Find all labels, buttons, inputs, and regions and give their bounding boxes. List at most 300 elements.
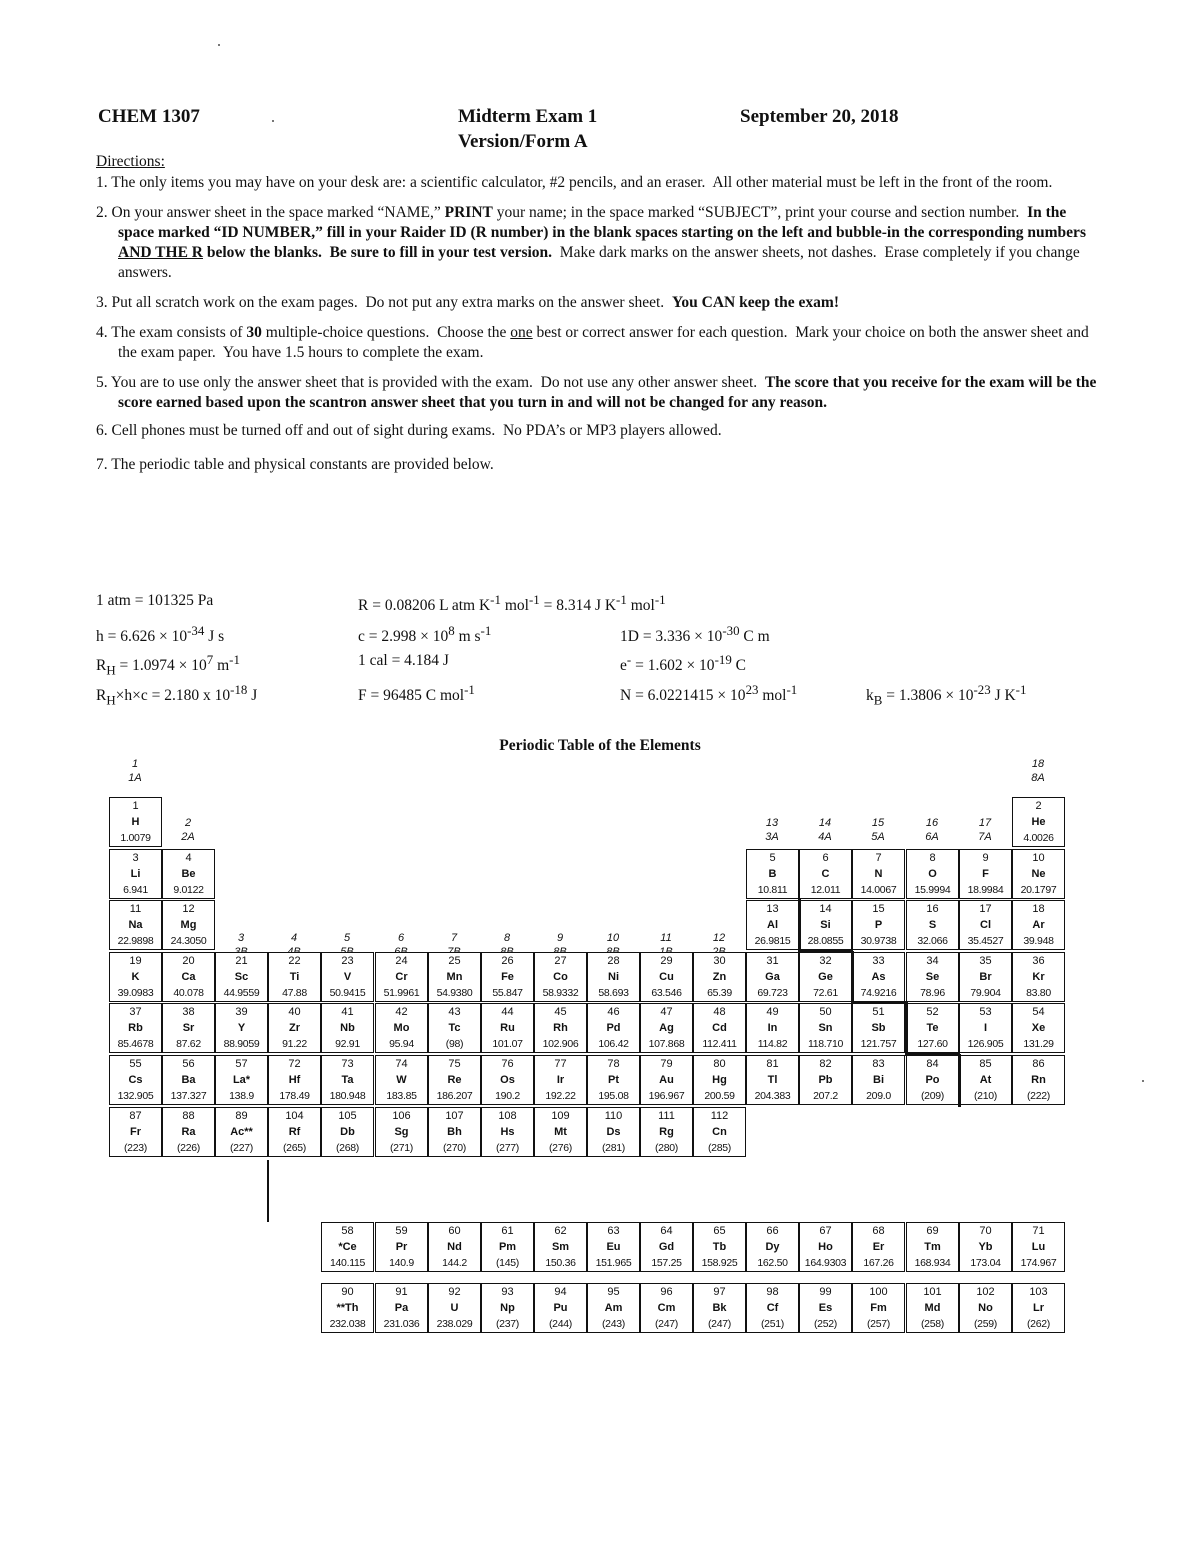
element-cell xyxy=(959,849,1012,899)
atomic-number: 82 xyxy=(819,1058,832,1070)
atomic-mass: 83.80 xyxy=(1026,987,1051,999)
atomic-number: 81 xyxy=(766,1058,779,1070)
element-symbol: Pa xyxy=(394,1302,409,1314)
atomic-number: 1 xyxy=(132,800,139,812)
atomic-number: 5 xyxy=(769,852,776,864)
metalloid-divider xyxy=(798,899,801,952)
atomic-mass: 15.9994 xyxy=(914,884,951,896)
element-symbol: Bh xyxy=(447,1126,462,1138)
element-symbol: Co xyxy=(553,971,568,983)
element-cell xyxy=(693,1055,746,1105)
element-symbol: Sr xyxy=(182,1022,195,1034)
element-cell xyxy=(906,849,959,899)
direction-item: 4. The exam consists of 30 multiple-choice questions. Choose the one best or correct answer for each question. Mark your choice on both the answer sheet and the exam paper. You have 1.5 hours to complete the exam. xyxy=(96,324,1089,361)
element-symbol: Pr xyxy=(395,1241,408,1253)
element-cell xyxy=(109,797,162,847)
atomic-mass: (244) xyxy=(548,1318,572,1330)
atomic-number: 103 xyxy=(1029,1286,1048,1298)
atomic-mass: (258) xyxy=(920,1318,944,1330)
group-label: 14 4A xyxy=(818,817,832,843)
course-title: CHEM 1307 xyxy=(98,106,200,127)
atomic-mass: (257) xyxy=(866,1318,890,1330)
group-label: 7 xyxy=(450,932,458,944)
atomic-mass: (226) xyxy=(176,1142,200,1154)
atomic-number: 32 xyxy=(819,955,832,967)
direction-item: 7. The periodic table and physical constants are provided below. xyxy=(96,456,494,473)
element-symbol: I xyxy=(983,1022,988,1034)
element-cell xyxy=(375,1107,428,1157)
atomic-number: 16 xyxy=(926,903,939,915)
element-symbol: Be xyxy=(181,868,196,880)
element-cell xyxy=(1012,900,1065,950)
element-cell xyxy=(587,1107,640,1157)
element-cell xyxy=(321,1107,374,1157)
atomic-number: 53 xyxy=(979,1006,992,1018)
atomic-mass: 39.0983 xyxy=(117,987,154,999)
element-symbol: Yb xyxy=(978,1241,993,1253)
element-symbol: Lu xyxy=(1031,1241,1046,1253)
atomic-number: 37 xyxy=(129,1006,142,1018)
element-cell xyxy=(640,1003,693,1053)
element-symbol: He xyxy=(1031,816,1046,828)
element-cell xyxy=(162,1107,215,1157)
atomic-number: 22 xyxy=(288,955,301,967)
element-cell xyxy=(799,1283,852,1333)
atomic-number: 9 xyxy=(982,852,989,864)
atomic-mass: (243) xyxy=(601,1318,625,1330)
element-cell xyxy=(799,849,852,899)
element-cell xyxy=(375,1283,428,1333)
element-symbol: Mg xyxy=(180,919,197,931)
element-cell xyxy=(1012,849,1065,899)
physical-constant: 1 cal = 4.184 J xyxy=(358,652,449,669)
group-label: 9 xyxy=(556,932,564,944)
atomic-number: 102 xyxy=(976,1286,995,1298)
element-cell xyxy=(481,952,534,1002)
element-symbol: Rb xyxy=(128,1022,143,1034)
atomic-mass: 131.29 xyxy=(1023,1038,1054,1050)
element-symbol: Mt xyxy=(554,1126,567,1138)
atomic-mass: 144.2 xyxy=(442,1257,467,1269)
atomic-mass: 174.967 xyxy=(1020,1257,1057,1269)
element-cell xyxy=(587,952,640,1002)
atomic-number: 7 xyxy=(875,852,882,864)
element-symbol: N xyxy=(874,868,883,880)
atomic-mass: 6.941 xyxy=(123,884,148,896)
atomic-number: 42 xyxy=(395,1006,408,1018)
atomic-mass: 132.905 xyxy=(117,1090,154,1102)
atomic-number: 10 xyxy=(1032,852,1045,864)
atomic-number: 55 xyxy=(129,1058,142,1070)
atomic-mass: (227) xyxy=(229,1142,253,1154)
element-cell xyxy=(959,1283,1012,1333)
element-symbol: Cr xyxy=(395,971,408,983)
physical-constant: $R_H\times h\times c = 2.180$ x $10^{-18}$ J xyxy=(96,682,258,708)
element-symbol: Cf xyxy=(766,1302,779,1314)
element-symbol: Ag xyxy=(659,1022,674,1034)
atomic-number: 87 xyxy=(129,1110,142,1122)
atomic-number: 3 xyxy=(132,852,139,864)
element-symbol: H xyxy=(131,816,140,828)
element-cell xyxy=(481,1055,534,1105)
atomic-number: 41 xyxy=(341,1006,354,1018)
atomic-number: 39 xyxy=(235,1006,248,1018)
element-symbol: Bk xyxy=(712,1302,727,1314)
atomic-mass: 32.066 xyxy=(917,935,948,947)
element-symbol: Bi xyxy=(873,1074,884,1086)
atomic-number: 112 xyxy=(710,1110,729,1122)
atomic-number: 83 xyxy=(872,1058,885,1070)
atomic-number: 33 xyxy=(872,955,885,967)
atomic-mass: (280) xyxy=(654,1142,678,1154)
atomic-mass: 54.9380 xyxy=(436,987,473,999)
atomic-mass: 106.42 xyxy=(598,1038,629,1050)
atomic-mass: (277) xyxy=(495,1142,519,1154)
atomic-number: 107 xyxy=(445,1110,464,1122)
element-cell xyxy=(428,1222,481,1272)
group-label: 18 8A xyxy=(1031,758,1045,784)
element-symbol: La* xyxy=(232,1074,251,1086)
atomic-mass: 47.88 xyxy=(282,987,307,999)
element-cell xyxy=(959,1222,1012,1272)
atomic-number: 93 xyxy=(501,1286,514,1298)
element-symbol: Ni xyxy=(608,971,619,983)
atomic-number: 23 xyxy=(341,955,354,967)
group-label: 3 xyxy=(237,932,245,944)
atomic-mass: (259) xyxy=(973,1318,997,1330)
atomic-mass: 9.0122 xyxy=(173,884,204,896)
atomic-number: 29 xyxy=(660,955,673,967)
element-cell xyxy=(375,1055,428,1105)
element-cell xyxy=(746,849,799,899)
element-symbol: Ti xyxy=(289,971,300,983)
atomic-number: 99 xyxy=(819,1286,832,1298)
atomic-mass: 20.1797 xyxy=(1020,884,1057,896)
element-symbol: Tc xyxy=(448,1022,461,1034)
atomic-mass: (285) xyxy=(707,1142,731,1154)
atomic-mass: 138.9 xyxy=(229,1090,254,1102)
atomic-number: 92 xyxy=(448,1286,461,1298)
element-cell xyxy=(268,1107,321,1157)
element-cell xyxy=(481,1283,534,1333)
atomic-number: 63 xyxy=(607,1225,620,1237)
element-cell xyxy=(906,1055,959,1105)
element-cell xyxy=(1012,952,1065,1002)
atomic-number: 34 xyxy=(926,955,939,967)
element-cell xyxy=(799,1055,852,1105)
atomic-number: 26 xyxy=(501,955,514,967)
element-symbol: Zn xyxy=(712,971,727,983)
element-cell xyxy=(799,1222,852,1272)
atomic-number: 72 xyxy=(288,1058,301,1070)
atomic-number: 17 xyxy=(979,903,992,915)
exam-version: Version/Form A xyxy=(458,131,588,152)
element-cell xyxy=(587,1055,640,1105)
element-symbol: Ir xyxy=(556,1074,565,1086)
element-symbol: Os xyxy=(500,1074,515,1086)
atomic-number: 91 xyxy=(395,1286,408,1298)
element-symbol: Zr xyxy=(289,1022,300,1034)
atomic-mass: 4.0026 xyxy=(1023,832,1054,844)
atomic-mass: (276) xyxy=(548,1142,572,1154)
element-symbol: Se xyxy=(925,971,940,983)
atomic-mass: 167.26 xyxy=(863,1257,894,1269)
group-label: 10 xyxy=(606,932,620,944)
atomic-mass: 39.948 xyxy=(1023,935,1054,947)
element-cell xyxy=(321,1055,374,1105)
element-symbol: Rn xyxy=(1031,1074,1046,1086)
element-cell xyxy=(746,952,799,1002)
element-symbol: Pm xyxy=(498,1241,517,1253)
atomic-mass: 186.207 xyxy=(436,1090,473,1102)
element-symbol: Am xyxy=(604,1302,623,1314)
group-label: 15 5A xyxy=(871,817,885,843)
element-symbol: No xyxy=(978,1302,993,1314)
atomic-mass: 40.078 xyxy=(173,987,204,999)
atomic-mass: 102.906 xyxy=(542,1038,579,1050)
atomic-mass: (281) xyxy=(601,1142,625,1154)
atomic-number: 74 xyxy=(395,1058,408,1070)
atomic-number: 88 xyxy=(182,1110,195,1122)
element-symbol: Er xyxy=(872,1241,885,1253)
physical-constant: $c = 2.998 \times 10^8$ m $s^{-1}$ xyxy=(358,623,492,646)
atomic-mass: 91.22 xyxy=(282,1038,307,1050)
element-cell xyxy=(321,1222,374,1272)
element-symbol: S xyxy=(928,919,937,931)
element-symbol: Ca xyxy=(181,971,196,983)
element-symbol: Sm xyxy=(551,1241,570,1253)
group-label: 17 7A xyxy=(978,817,992,843)
element-cell xyxy=(481,1222,534,1272)
element-cell xyxy=(1012,1055,1065,1105)
atomic-number: 14 xyxy=(819,903,832,915)
atomic-mass: 180.948 xyxy=(329,1090,366,1102)
element-cell xyxy=(1012,1283,1065,1333)
atomic-number: 108 xyxy=(498,1110,517,1122)
atomic-number: 86 xyxy=(1032,1058,1045,1070)
atomic-number: 110 xyxy=(604,1110,623,1122)
atomic-mass: 58.693 xyxy=(598,987,629,999)
atomic-mass: 30.9738 xyxy=(860,935,897,947)
atomic-mass: 12.011 xyxy=(810,884,841,896)
element-cell xyxy=(215,952,268,1002)
atomic-number: 11 xyxy=(129,903,142,915)
element-cell xyxy=(375,1222,428,1272)
element-cell xyxy=(852,1283,905,1333)
atomic-number: 30 xyxy=(713,955,726,967)
element-cell xyxy=(268,1003,321,1053)
element-symbol: Te xyxy=(926,1022,939,1034)
metalloid-divider xyxy=(267,1160,269,1222)
element-symbol: Cd xyxy=(712,1022,727,1034)
element-symbol: Ge xyxy=(818,971,833,983)
atomic-mass: (265) xyxy=(282,1142,306,1154)
element-symbol: V xyxy=(343,971,352,983)
atomic-mass: 35.4527 xyxy=(967,935,1004,947)
group-label: 11 xyxy=(660,932,672,944)
element-cell xyxy=(587,1222,640,1272)
element-cell xyxy=(640,1055,693,1105)
element-cell xyxy=(852,1003,905,1053)
atomic-number: 96 xyxy=(660,1286,673,1298)
atomic-mass: 140.115 xyxy=(329,1257,366,1269)
atomic-mass: 196.967 xyxy=(648,1090,685,1102)
element-cell xyxy=(109,952,162,1002)
group-label: 6 xyxy=(397,932,405,944)
atomic-mass: 26.9815 xyxy=(754,935,791,947)
periodic-table-title: Periodic Table of the Elements xyxy=(499,737,701,754)
element-symbol: Cu xyxy=(659,971,674,983)
metalloid-divider xyxy=(851,1001,907,1004)
atomic-number: 31 xyxy=(766,955,779,967)
group-label: 8 xyxy=(503,932,511,944)
element-symbol: W xyxy=(396,1074,407,1086)
physical-constant: $k_B = 1.3806 \times 10^{-23}$ J $K^{-1}$ xyxy=(866,682,1027,708)
group-label: 16 6A xyxy=(925,817,939,843)
atomic-mass: 87.62 xyxy=(176,1038,201,1050)
atomic-mass: 10.811 xyxy=(757,884,788,896)
element-symbol: Np xyxy=(500,1302,515,1314)
element-cell xyxy=(959,1055,1012,1105)
element-cell xyxy=(162,1003,215,1053)
atomic-mass: 63.546 xyxy=(651,987,682,999)
element-cell xyxy=(481,1003,534,1053)
physical-constant: R = 0.08206 L atm $K^{-1}$ mol$^{-1}$ = 8.314 J $K^{-1}$ mol$^{-1}$ xyxy=(358,592,666,615)
element-symbol: Al xyxy=(767,919,778,931)
element-cell xyxy=(746,1003,799,1053)
element-symbol: Eu xyxy=(606,1241,621,1253)
element-symbol: Y xyxy=(237,1022,246,1034)
direction-item: 1. The only items you may have on your desk are: a scientific calculator, #2 pencils, and an eraser. All other material must be left in the front of the room. xyxy=(96,174,1053,191)
atomic-number: 6 xyxy=(822,852,829,864)
atomic-mass: 157.25 xyxy=(651,1257,682,1269)
element-cell xyxy=(852,1222,905,1272)
element-cell xyxy=(428,952,481,1002)
atomic-mass: 114.82 xyxy=(757,1038,788,1050)
element-symbol: Si xyxy=(820,919,831,931)
atomic-number: 4 xyxy=(185,852,192,864)
element-symbol: Nd xyxy=(447,1241,462,1253)
atomic-number: 61 xyxy=(501,1225,514,1237)
atomic-number: 73 xyxy=(341,1058,354,1070)
atomic-mass: (252) xyxy=(813,1318,837,1330)
element-symbol: Tl xyxy=(767,1074,778,1086)
element-symbol: Hg xyxy=(712,1074,727,1086)
element-symbol: As xyxy=(871,971,886,983)
physical-constant: $e^- = 1.602 \times 10^{-19}$ C xyxy=(620,652,746,675)
element-symbol: Cm xyxy=(657,1302,676,1314)
element-cell xyxy=(534,1003,587,1053)
atomic-number: 51 xyxy=(872,1006,885,1018)
atomic-mass: (210) xyxy=(973,1090,997,1102)
atomic-mass: 173.04 xyxy=(970,1257,1001,1269)
group-label: 2 2A xyxy=(181,817,195,843)
atomic-mass: 95.94 xyxy=(389,1038,414,1050)
element-cell xyxy=(162,849,215,899)
atomic-mass: 207.2 xyxy=(813,1090,838,1102)
element-cell xyxy=(587,1003,640,1053)
element-cell xyxy=(109,1107,162,1157)
atomic-mass: 88.9059 xyxy=(223,1038,260,1050)
element-cell xyxy=(428,1055,481,1105)
element-cell xyxy=(640,952,693,1002)
physical-constant: $N = 6.0221415 \times 10^{23}$ mol$^{-1}$ xyxy=(620,682,798,705)
atomic-number: 48 xyxy=(713,1006,726,1018)
element-cell xyxy=(215,1055,268,1105)
atomic-mass: 65.39 xyxy=(707,987,732,999)
exam-date: September 20, 2018 xyxy=(740,106,899,127)
element-symbol: Sg xyxy=(394,1126,409,1138)
atomic-number: 111 xyxy=(658,1110,675,1122)
atomic-number: 35 xyxy=(979,955,992,967)
element-symbol: Ne xyxy=(1031,868,1046,880)
element-cell xyxy=(109,1055,162,1105)
element-symbol: Hf xyxy=(288,1074,301,1086)
atomic-mass: (247) xyxy=(654,1318,678,1330)
atomic-mass: 238.029 xyxy=(436,1318,473,1330)
group-label: 13 3A xyxy=(765,817,779,843)
element-cell xyxy=(693,1222,746,1272)
element-symbol: Xe xyxy=(1031,1022,1046,1034)
element-cell xyxy=(162,952,215,1002)
atomic-mass: 183.85 xyxy=(386,1090,417,1102)
element-symbol: Re xyxy=(447,1074,462,1086)
atomic-number: 109 xyxy=(551,1110,570,1122)
element-symbol: Br xyxy=(979,971,992,983)
element-cell xyxy=(321,1283,374,1333)
atomic-mass: 140.9 xyxy=(389,1257,414,1269)
atomic-number: 56 xyxy=(182,1058,195,1070)
element-symbol: Md xyxy=(924,1302,941,1314)
element-symbol: Tb xyxy=(712,1241,727,1253)
element-cell xyxy=(746,900,799,950)
element-symbol: At xyxy=(979,1074,992,1086)
atomic-number: 13 xyxy=(766,903,779,915)
atomic-number: 27 xyxy=(554,955,567,967)
atomic-mass: 127.60 xyxy=(917,1038,948,1050)
element-cell xyxy=(534,1055,587,1105)
atomic-number: 66 xyxy=(766,1225,779,1237)
direction-item: 6. Cell phones must be turned off and out of sight during exams. No PDA’s or MP3 players allowed. xyxy=(96,422,722,439)
atomic-number: 50 xyxy=(819,1006,832,1018)
element-cell xyxy=(268,1055,321,1105)
element-symbol: C xyxy=(821,868,830,880)
atomic-number: 97 xyxy=(713,1286,726,1298)
element-cell xyxy=(428,1107,481,1157)
atomic-number: 24 xyxy=(395,955,408,967)
element-cell xyxy=(534,1222,587,1272)
element-cell xyxy=(1012,1222,1065,1272)
element-cell xyxy=(746,1283,799,1333)
atomic-mass: (222) xyxy=(1026,1090,1050,1102)
element-symbol: Pb xyxy=(818,1074,833,1086)
element-symbol: Hs xyxy=(500,1126,515,1138)
direction-item: 2. On your answer sheet in the space marked “NAME,” PRINT your name; in the space marked “SUBJECT”, print your course and section number. In the space marked “ID NUMBER,” fill in your Raider ID (R number) in the blank spaces starting on the left and bubble-in the corresponding numbers AND THE R below the blanks. Be sure to fill in your test version. Make dark marks on the answer sheets, not dashes. Erase completely if you change answers. xyxy=(96,204,1086,281)
atomic-mass: 209.0 xyxy=(866,1090,891,1102)
atomic-number: 58 xyxy=(341,1225,354,1237)
element-cell xyxy=(746,1222,799,1272)
element-cell xyxy=(534,1107,587,1157)
atomic-mass: 1.0079 xyxy=(120,832,151,844)
element-cell xyxy=(906,1222,959,1272)
atomic-mass: 232.038 xyxy=(329,1318,366,1330)
element-cell xyxy=(428,1003,481,1053)
element-symbol: In xyxy=(767,1022,778,1034)
element-symbol: Es xyxy=(818,1302,833,1314)
atomic-number: 77 xyxy=(554,1058,567,1070)
directions xyxy=(96,152,1106,475)
element-symbol: Dy xyxy=(765,1241,780,1253)
